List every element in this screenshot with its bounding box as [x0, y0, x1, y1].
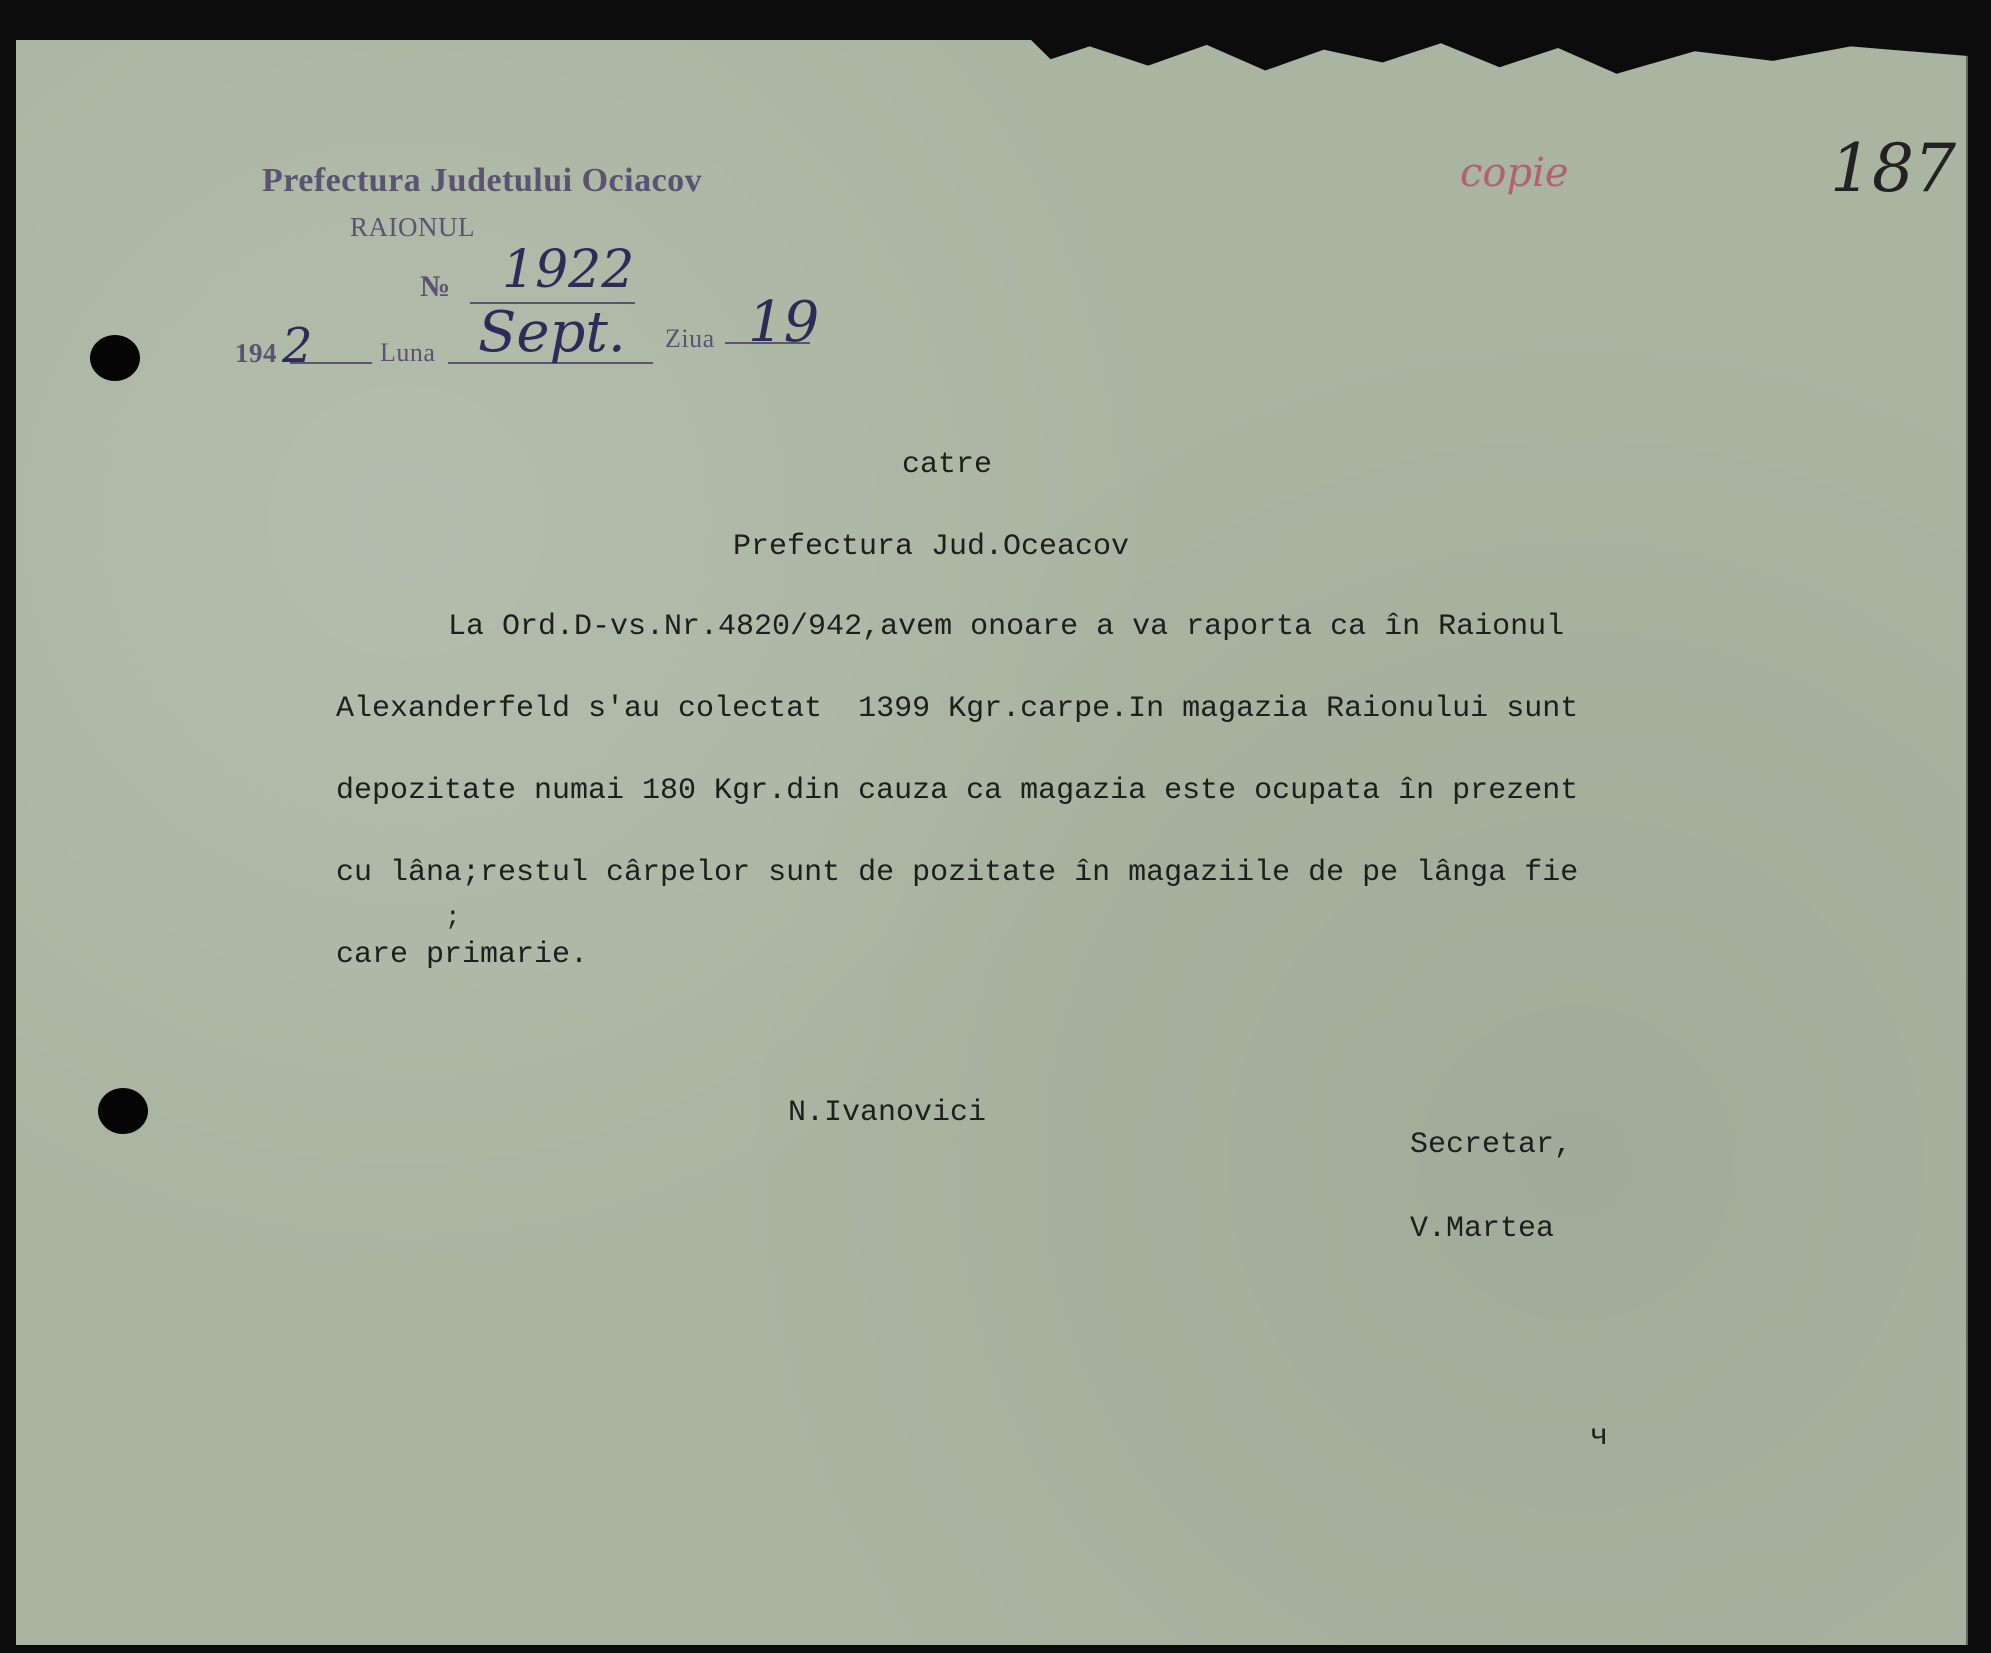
- semicolon-mark: ;: [445, 902, 461, 932]
- stamp-number-label: №: [420, 270, 451, 303]
- letter-body-line: cu lâna;restul cârpelor sunt de pozitate în magaziile de pe lânga fie: [336, 856, 1579, 890]
- stamp-title: Prefectura Judetului Ociacov: [262, 162, 703, 199]
- handwritten-number: 1922: [502, 240, 635, 300]
- signatory-left: N.Ivanovici: [788, 1096, 987, 1130]
- letter-recipient: Prefectura Jud.Oceacov: [733, 530, 1130, 564]
- stamp-year-prefix: 194: [235, 338, 277, 368]
- handwritten-month: Sept.: [478, 300, 626, 365]
- stamp-raion-label: RAIONUL: [350, 212, 475, 242]
- letter-salutation: catre: [902, 448, 993, 482]
- letter-body-line: Alexanderfeld s'au colectat 1399 Kgr.carpe.In magazia Raionului sunt: [336, 692, 1579, 726]
- punch-hole-bottom: [98, 1088, 148, 1134]
- letter-body-line: depozitate numai 180 Kgr.din cauza ca magazia este ocupata în prezent: [336, 774, 1579, 808]
- letter-body-line: La Ord.D-vs.Nr.4820/942,avem onoare a va raporta ca în Raionul: [448, 610, 1565, 644]
- handwritten-page-number: 187: [1830, 130, 1956, 207]
- letter-body-line: care primarie.: [336, 938, 589, 972]
- signatory-right-name: V.Martea: [1410, 1212, 1555, 1246]
- bottom-mark: ч: [1590, 1420, 1609, 1454]
- signatory-right-role: Secretar,: [1410, 1128, 1573, 1162]
- handwritten-copy-mark: copie: [1460, 150, 1569, 196]
- handwritten-year-digit: 2: [282, 318, 313, 374]
- punch-hole-top: [90, 335, 140, 381]
- document-page: [16, 40, 1968, 1645]
- stamp-luna-label: Luna: [380, 338, 436, 367]
- handwritten-day: 19: [748, 290, 820, 355]
- stamp-ziua-label: Ziua: [665, 324, 715, 353]
